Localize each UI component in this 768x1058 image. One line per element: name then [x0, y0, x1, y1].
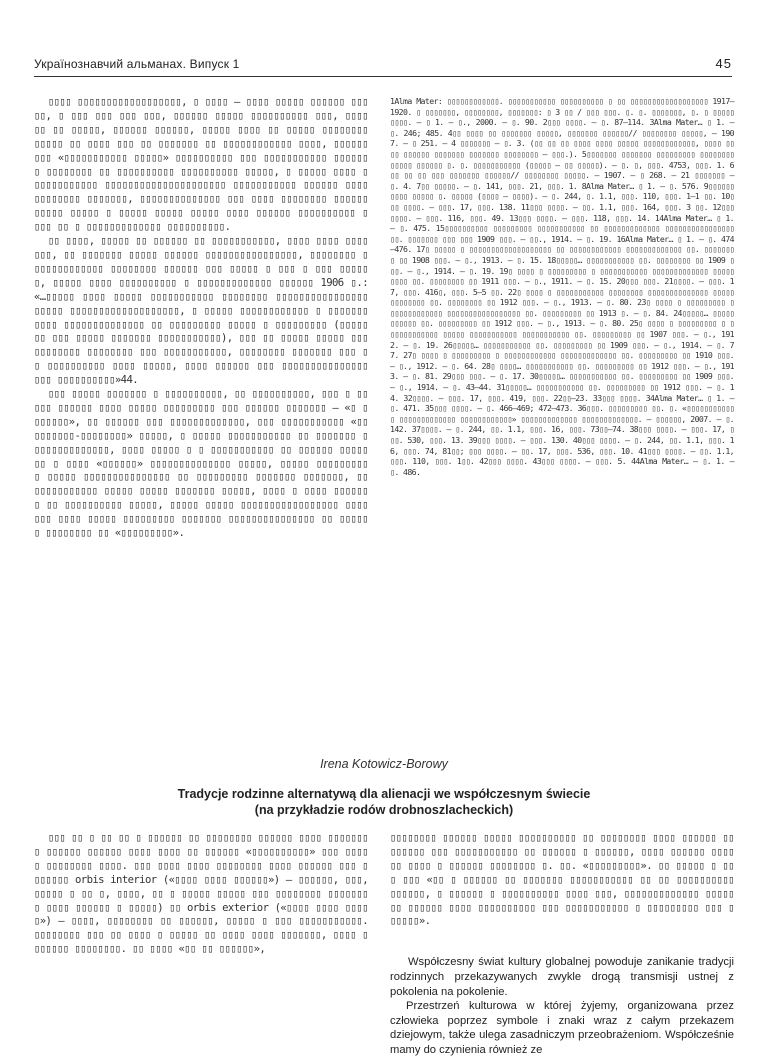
article-subtitle-line: (na przykładzie rodów drobnoszlacheckich) — [254, 803, 514, 817]
footnotes-block — [390, 96, 734, 477]
header-rule — [34, 76, 732, 77]
paragraph: Współczesny świat kultury globalnej powoduje zanikanie tradycji rodzinnych przekazywanych zwykle drogą transmisji ustnej z pokolenia na pokolenie. — [390, 956, 734, 998]
paragraph-garbled: ▯▯▯▯▯▯▯▯ ▯▯▯▯▯▯ ▯▯▯▯▯ ▯▯▯▯▯▯▯▯▯▯ ▯▯ ▯▯▯▯▯▯▯▯ ▯▯▯▯ ▯▯▯▯▯▯ ▯▯▯▯▯▯▯▯ ▯▯▯ ▯▯▯▯▯▯▯▯▯▯▯ ▯▯ ▯▯▯▯▯▯ ▯ ▯▯▯▯▯▯, ▯▯▯▯ ▯▯▯▯▯▯ ▯▯▯▯▯▯ ▯▯▯▯ ▯ ▯▯▯▯▯▯ ▯▯▯▯▯▯▯▯ ▯. ▯▯. «▯▯▯▯▯▯▯▯▯». ▯▯ ▯▯▯▯▯ ▯ ▯▯▯ ▯▯▯ «▯▯ ▯ ▯▯▯▯▯▯ ▯▯ ▯▯▯▯▯▯▯ ▯▯▯▯▯▯▯▯▯▯▯ ▯▯ ▯▯ ▯▯▯▯▯▯▯▯▯▯ ▯▯▯▯▯▯, ▯ ▯▯▯▯▯▯ ▯ ▯▯▯▯▯▯▯▯▯▯ ▯▯▯▯ ▯▯▯, ▯▯▯▯▯▯▯▯▯▯▯▯▯ ▯▯▯▯▯▯▯ ▯▯▯▯▯▯ ▯▯▯▯ ▯▯▯▯▯▯▯▯▯▯ ▯▯▯ ▯▯▯▯▯▯▯▯▯▯▯ ▯ ▯▯▯▯▯▯▯▯▯ ▯▯▯ ▯▯▯▯▯▯». — [390, 832, 734, 928]
left-column-text — [34, 96, 368, 541]
paragraph: ▯▯▯▯ ▯▯▯▯▯▯▯▯▯▯▯▯▯▯▯▯▯▯, ▯ ▯▯▯▯ – ▯▯▯▯ ▯▯▯▯▯ ▯▯▯▯▯▯ ▯▯▯▯▯, ▯ ▯▯▯ ▯▯▯ ▯▯▯ ▯▯▯, ▯▯▯▯▯▯ ▯▯▯▯▯ ▯▯▯▯▯▯▯▯▯▯ ▯▯▯, ▯▯▯▯ ▯▯ ▯▯ ▯▯▯▯▯, ▯▯▯▯▯▯ ▯▯▯▯▯▯, ▯▯▯▯▯ ▯▯▯▯ ▯▯ ▯▯▯▯▯ ▯▯▯▯▯▯▯▯ ▯▯▯▯▯ ▯▯ ▯▯▯▯ ▯▯▯ ▯▯ ▯▯▯▯▯▯▯ ▯▯ ▯▯▯▯▯▯▯▯▯▯▯▯ ▯▯▯▯, ▯▯▯▯▯▯▯▯▯ «▯▯▯▯▯▯▯▯▯▯▯ ▯▯▯▯▯» ▯▯▯▯▯▯▯▯▯▯ ▯▯▯ ▯▯▯▯▯▯▯▯▯▯▯ ▯▯▯▯▯▯ ▯ ▯▯▯▯▯▯▯▯ ▯▯ ▯▯▯▯▯▯▯▯▯▯ ▯▯▯▯▯▯▯▯▯▯ ▯▯▯▯▯, ▯ ▯▯▯▯▯ ▯▯▯▯ ▯▯▯▯▯▯▯▯▯▯▯▯ ▯▯▯▯▯▯▯▯▯▯▯▯▯▯▯▯▯▯▯▯▯ ▯▯▯▯▯▯▯▯▯▯▯ ▯▯▯▯▯▯ ▯▯▯▯ ▯▯▯▯▯▯▯▯ ▯▯▯▯▯▯▯, ▯▯▯▯▯▯▯▯▯▯▯▯▯▯ ▯▯▯ ▯▯▯▯ ▯▯▯▯▯▯▯▯ ▯▯▯▯▯▯▯▯▯▯▯ ▯▯▯▯▯ ▯ ▯▯▯▯▯ ▯▯▯▯▯ ▯▯▯▯▯ ▯▯▯▯ ▯▯▯▯▯▯ ▯▯▯▯▯▯▯▯▯▯ ▯ ▯▯▯ ▯▯ ▯ ▯▯▯▯▯▯▯▯▯▯▯▯▯ ▯▯▯▯▯▯▯▯▯▯. — [34, 96, 368, 234]
article-right-column — [390, 832, 734, 1058]
paragraph: ▯▯▯ ▯▯ ▯ ▯▯ ▯▯ ▯ ▯▯▯▯▯▯ ▯▯ ▯▯▯▯▯▯▯▯ ▯▯▯▯▯▯ ▯▯▯▯ ▯▯▯▯▯▯▯ ▯ ▯▯▯▯▯▯ ▯▯▯▯▯▯ ▯▯▯▯ ▯▯▯▯ ▯▯ ▯▯▯▯▯▯ «▯▯▯▯▯▯▯▯▯▯» ▯▯▯ ▯▯▯▯ ▯ ▯▯▯▯▯▯▯▯ ▯▯▯▯. ▯▯▯ ▯▯▯▯ ▯▯▯▯ ▯▯▯▯▯▯▯▯ ▯▯▯▯ ▯▯▯▯▯▯ ▯▯▯ ▯▯▯▯▯▯▯ orbis interior («▯▯▯▯ ▯▯▯▯ ▯▯▯▯▯▯») – ▯▯▯▯▯▯, ▯▯▯, ▯▯▯▯▯ ▯ ▯▯ ▯, ▯▯▯▯, ▯▯ ▯ ▯▯▯▯▯ ▯▯▯▯▯ ▯▯▯ ▯▯▯▯▯▯▯▯ ▯▯▯▯▯▯▯▯ ▯▯▯▯ ▯▯▯▯▯▯ ▯ ▯▯▯▯▯) ▯▯ orbis exterior («▯▯▯▯ ▯▯▯▯ ▯▯▯▯▯») – ▯▯▯▯, ▯▯▯▯▯▯▯▯ ▯▯ ▯▯▯▯▯▯, ▯▯▯▯▯ ▯ ▯▯▯ ▯▯▯▯▯▯▯▯▯▯▯. ▯▯▯▯▯▯▯▯ ▯▯▯ ▯▯ ▯▯▯▯ ▯ ▯▯▯▯▯ ▯▯ ▯▯▯▯ ▯▯▯▯ ▯▯▯▯▯▯▯, ▯▯▯▯ ▯▯▯▯▯▯▯ ▯▯▯▯▯▯▯▯. ▯▯ ▯▯▯▯ «▯▯ ▯▯ ▯▯▯▯▯▯», — [34, 832, 368, 956]
journal-title: Українознавчий альманах. Випуск 1 — [34, 57, 240, 71]
article-author: Irena Kotowicz-Borowy — [320, 757, 448, 771]
page-number: 45 — [715, 56, 732, 71]
article-title — [60, 786, 708, 818]
footnotes-text: 1Alma Mater: ▯▯▯▯▯▯▯▯▯▯▯▯. ▯▯▯▯▯▯▯▯▯▯▯ ▯▯▯▯▯▯▯▯▯▯ ▯ ▯▯ ▯▯▯▯▯▯▯▯▯▯▯▯▯▯▯▯▯▯ 1917–1920. ▯ ▯▯▯▯▯▯▯, ▯▯▯▯▯▯▯▯, ▯▯▯▯▯▯▯: ▯ 3 ▯▯ / ▯▯▯ ▯▯▯. ▯. ▯. ▯▯▯▯▯▯▯, ▯. ▯ ▯▯▯▯▯▯▯▯▯. – ▯ 1. – ▯., 2000. – ▯. 90. 2▯▯▯ ▯▯▯▯. – ▯. 87–114. 3Alma Mater… ▯ 1. – ▯. 246; 485. 4▯▯ ▯▯▯▯ ▯▯ ▯▯▯▯▯▯▯ ▯▯▯▯▯, ▯▯▯▯▯▯▯ ▯▯▯▯▯▯// ▯▯▯▯▯▯▯▯ ▯▯▯▯▯, – 1907. – ▯ 251. – 4 ▯▯▯▯▯▯▯ – ▯. 3. (▯▯ ▯▯ ▯▯ ▯▯▯▯ ▯▯▯▯ ▯▯▯▯▯ ▯▯▯▯▯▯▯▯▯▯▯▯, ▯▯▯▯ ▯▯▯▯ ▯▯▯▯▯▯ ▯▯▯▯▯▯▯ ▯▯▯▯▯▯▯ ▯▯▯▯▯▯▯▯ – ▯▯▯.). 5▯▯▯▯▯▯▯ ▯▯▯▯▯▯▯ ▯▯▯▯▯▯▯▯▯ ▯▯▯▯▯▯▯▯ ▯▯▯▯▯ ▯▯▯▯▯▯ ▯. ▯. ▯▯▯▯▯▯▯▯▯▯▯ (▯▯▯▯▯ – ▯▯ ▯▯▯▯▯). – ▯. ▯, ▯▯▯. 4753, ▯▯▯. 1. 6▯▯ ▯▯ ▯▯ ▯▯▯ ▯▯▯▯▯▯▯ ▯▯▯▯▯▯// ▯▯▯▯▯▯▯▯ ▯▯▯▯▯. – 1907. – ▯ 268. – 21 ▯▯▯▯▯▯▯ – ▯. 4. 7▯▯ ▯▯▯▯▯. – ▯. 141, ▯▯▯. 21, ▯▯▯. 1. 8Alma Mater… ▯ 1. – ▯. 576. 9▯▯▯▯▯▯▯▯▯▯ ▯▯▯▯▯ ▯. ▯▯▯▯▯ (▯▯▯▯ – ▯▯▯▯). – ▯. 244, ▯. 1.1, ▯▯▯. 110, ▯▯▯. 1–1 ▯▯. 10▯▯▯ ▯▯▯▯. – ▯▯▯. 17, ▯▯▯. 138. 11▯▯▯ ▯▯▯▯. – ▯▯. 1.1, ▯▯▯. 164, ▯▯▯. 3 ▯▯. 12▯▯▯ ▯▯▯▯. – ▯▯▯. 116, ▯▯▯. 49. 13▯▯▯ ▯▯▯▯. – ▯▯▯. 118, ▯▯▯. 14. 14Alma Mater… ▯ 1. – ▯. 475. 15▯▯▯▯▯▯▯▯▯▯ ▯▯▯▯▯▯▯▯▯ ▯▯▯▯▯▯▯▯▯▯▯ ▯▯ ▯▯▯▯▯▯▯▯▯▯▯▯▯ ▯▯▯▯▯▯▯▯▯▯▯▯▯▯▯▯ ▯▯. ▯▯▯▯▯▯▯ ▯▯▯ ▯▯▯ 1909 ▯▯▯. – ▯▯., 1914. – ▯. 19. 16Alma Mater… ▯ 1. – ▯. 474–476. 17▯ ▯▯▯▯▯ ▯ ▯▯▯▯▯▯▯▯▯▯▯▯▯▯▯▯▯▯▯ ▯▯ ▯▯▯▯▯▯▯▯▯▯▯▯ ▯▯▯▯▯▯▯▯▯▯▯▯▯ ▯▯. ▯▯▯▯▯▯▯▯ ▯▯ 1908 ▯▯▯. – ▯., 1913. – ▯. 15. 18▯▯▯▯▯… ▯▯▯▯▯▯▯▯▯▯▯ ▯▯. ▯▯▯▯▯▯▯▯ ▯▯ 1909 ▯▯▯. – ▯., 1914. – ▯. 19. 19▯ ▯▯▯▯ ▯ ▯▯▯▯▯▯▯▯▯ ▯ ▯▯▯▯▯▯▯▯▯▯▯ ▯▯▯▯▯▯▯▯▯▯▯▯▯ ▯▯▯▯▯▯▯▯▯ ▯▯. ▯▯▯▯▯▯▯▯ ▯▯ 1911 ▯▯▯. – ▯., 1911. – ▯. 15. 20▯▯▯ ▯▯▯. 21▯▯▯▯. – ▯▯▯. 17, ▯▯▯. 416▯, ▯▯▯. 5–5 ▯▯. 22▯ ▯▯▯▯ ▯ ▯▯▯▯▯▯▯▯▯▯▯ ▯▯▯▯▯▯▯▯ ▯▯▯▯▯▯▯▯▯▯▯▯▯▯ ▯▯▯▯▯▯▯▯▯▯▯▯▯ ▯▯. ▯▯▯▯▯▯▯▯ ▯▯ 1912 ▯▯▯. – ▯., 1913. – ▯. 80. 23▯ ▯▯▯▯ ▯ ▯▯▯▯▯▯▯▯▯ ▯ ▯▯▯▯▯▯▯▯▯▯▯▯ ▯▯▯▯▯▯▯▯▯▯▯▯▯▯▯▯▯ ▯▯. ▯▯▯▯▯▯▯▯▯ ▯▯ 1913 ▯. – ▯. 84. 24▯▯▯▯▯… ▯▯▯▯▯▯▯▯▯▯▯ ▯▯. ▯▯▯▯▯▯▯▯▯ ▯▯ 1912 ▯▯▯. – ▯., 1913. – ▯. 80. 25▯ ▯▯▯▯ ▯ ▯▯▯▯▯▯▯▯▯ ▯ ▯▯▯▯▯▯▯▯▯▯▯▯ ▯▯▯▯▯ ▯▯▯▯▯▯▯▯▯▯▯ ▯▯▯▯▯▯▯▯▯▯▯ ▯▯. ▯▯▯▯▯▯▯▯▯ ▯▯ 1907 ▯▯▯. – ▯., 1912. – ▯. 19. 26▯▯▯▯▯… ▯▯▯▯▯▯▯▯▯▯▯ ▯▯. ▯▯▯▯▯▯▯▯▯ ▯▯ 1909 ▯▯▯. – ▯., 1914. – ▯. 77. 27▯ ▯▯▯▯ ▯ ▯▯▯▯▯▯▯▯▯ ▯ ▯▯▯▯▯▯▯▯▯▯▯▯ ▯▯▯▯▯▯▯▯▯▯▯▯▯ ▯▯. ▯▯▯▯▯▯▯▯▯ ▯▯ 1910 ▯▯▯. – ▯., 1912. – ▯. 64. 28▯ ▯▯▯▯… ▯▯▯▯▯▯▯▯▯▯▯ ▯▯. ▯▯▯▯▯▯▯▯▯ ▯▯ 1912 ▯▯▯. – ▯., 1913. – ▯. 81. 29▯▯▯ ▯▯▯. – ▯. 17. 30▯▯▯▯▯… ▯▯▯▯▯▯▯▯▯▯▯ ▯▯. ▯▯▯▯▯▯▯▯▯ ▯▯ 1909 ▯▯▯. – ▯., 1914. – ▯. 43–44. 31▯▯▯▯▯… ▯▯▯▯▯▯▯▯▯▯▯ ▯▯. ▯▯▯▯▯▯▯▯▯ ▯▯ 1912 ▯▯▯. – ▯. 14. 32▯▯▯▯. – ▯▯▯. 17, ▯▯▯. 419, ▯▯▯. 22▯▯–23. 33▯▯▯ ▯▯▯▯. 34Alma Mater… ▯ 1. – ▯. 471. 35▯▯▯ ▯▯▯▯. – ▯. 466–469; 472–473. 36▯▯▯. ▯▯▯▯▯▯▯▯▯ ▯▯. ▯. «▯▯▯▯▯▯▯▯▯▯▯▯ ▯▯▯▯▯▯▯▯▯▯▯▯▯ ▯▯▯▯▯▯▯▯▯▯▯▯» ▯▯▯▯▯▯▯▯▯▯▯▯▯ ▯▯▯▯▯▯▯▯▯▯▯▯▯. – ▯▯▯▯▯▯, 2007. – ▯. 142. 37▯▯▯▯. – ▯. 244, ▯▯. 1.1, ▯▯▯. 16, ▯▯▯. 73▯▯–74. 38▯▯▯ ▯▯▯▯. – ▯▯▯. 17, ▯▯▯. 530, ▯▯▯. 13. 39▯▯▯ ▯▯▯▯. – ▯▯▯. 130. 40▯▯▯ ▯▯▯▯. – ▯. 244, ▯▯. 1.1, ▯▯▯. 16, ▯▯▯. 74, 81▯▯; ▯▯▯ ▯▯▯▯. – ▯▯. 17, ▯▯▯. 536, ▯▯▯. 10. 41▯▯▯ ▯▯▯▯. – ▯▯. 1.1, ▯▯▯. 110, ▯▯▯. 1▯▯. 42▯▯▯ ▯▯▯▯. 43▯▯▯ ▯▯▯▯. – ▯▯▯. 5. 44Alma Mater… – ▯. 1. – ▯. 486. — [390, 96, 734, 477]
article-left-column — [34, 832, 368, 982]
running-header — [34, 56, 732, 71]
paragraph: ▯▯ ▯▯▯▯, ▯▯▯▯▯ ▯▯ ▯▯▯▯▯▯ ▯▯ ▯▯▯▯▯▯▯▯▯▯▯, ▯▯▯▯ ▯▯▯▯ ▯▯▯▯▯▯▯, ▯▯ ▯▯▯▯▯▯▯ ▯▯▯▯▯ ▯▯▯▯▯▯ ▯▯▯▯▯▯▯▯▯▯▯▯▯▯▯▯, ▯▯▯▯▯▯▯▯ ▯▯▯▯▯▯▯▯▯▯▯▯▯ ▯▯▯▯▯▯▯▯ ▯▯▯▯▯▯ ▯▯▯ ▯▯▯▯▯ ▯ ▯▯▯ ▯ ▯▯▯ ▯▯▯▯▯▯, ▯▯▯▯▯ ▯▯▯▯ ▯▯▯▯▯▯▯▯▯▯ ▯ ▯▯▯▯▯▯▯▯▯▯▯▯▯ ▯▯▯▯▯▯ 1906 ▯.: «…▯▯▯▯▯ ▯▯▯▯ ▯▯▯▯▯ ▯▯▯▯▯▯▯▯▯▯▯ ▯▯▯▯▯▯▯▯ ▯▯▯▯▯▯▯▯▯▯▯▯▯▯▯▯ ▯▯▯▯▯ ▯▯▯▯▯▯▯▯▯▯▯▯▯▯▯▯▯▯▯, ▯ ▯▯▯▯▯ ▯▯▯▯▯▯▯▯▯▯▯▯ ▯ ▯▯▯▯▯▯▯▯▯▯▯ ▯▯▯▯▯▯▯▯▯▯▯▯▯▯ ▯▯ ▯▯▯▯▯▯▯▯▯ ▯▯▯▯▯ ▯ ▯▯▯▯▯▯▯▯▯ (▯▯▯▯▯▯▯ ▯▯▯ ▯▯▯▯▯ ▯▯▯▯▯▯▯ ▯▯▯▯▯▯▯▯▯▯▯), ▯▯▯ ▯▯ ▯▯▯▯▯ ▯▯▯▯▯ ▯▯▯▯▯▯▯▯▯▯▯ ▯▯▯▯▯▯▯▯ ▯▯▯ ▯▯▯▯▯▯▯▯▯▯▯, ▯▯▯▯▯▯▯▯ ▯▯▯▯▯▯▯ ▯▯▯ ▯▯ ▯▯▯▯▯▯▯▯▯▯ ▯▯▯▯ ▯▯▯▯▯, ▯▯▯▯ ▯▯▯▯▯▯ ▯▯▯ ▯▯▯▯▯▯▯▯▯▯▯▯▯▯▯ ▯▯▯ ▯▯▯▯▯▯▯▯▯▯»44. — [34, 235, 368, 387]
paragraph: ▯▯▯ ▯▯▯▯▯ ▯▯▯▯▯▯▯ ▯ ▯▯▯▯▯▯▯▯▯▯, ▯▯ ▯▯▯▯▯▯▯▯▯▯, ▯▯▯ ▯ ▯▯▯▯▯ ▯▯▯▯▯▯ ▯▯▯▯ ▯▯▯▯▯ ▯▯▯▯▯▯▯▯▯ ▯▯▯ ▯▯▯▯▯▯ ▯▯▯▯▯▯▯ – «▯ ▯▯▯▯▯▯▯», ▯▯ ▯▯▯▯▯▯ ▯▯▯ ▯▯▯▯▯▯▯▯▯▯▯▯▯, ▯▯▯ ▯▯▯▯▯▯▯▯▯▯▯ «▯▯▯▯▯▯▯▯▯-▯▯▯▯▯▯▯▯» ▯▯▯▯▯, ▯ ▯▯▯▯▯ ▯▯▯▯▯▯▯▯▯▯▯ ▯▯ ▯▯▯▯▯▯▯ ▯▯▯▯▯▯▯▯▯▯▯▯▯▯, ▯▯▯▯ ▯▯▯▯▯ ▯ ▯ ▯▯▯▯▯▯▯▯▯▯▯ ▯▯ ▯▯▯▯▯▯ ▯▯▯▯▯▯▯ ▯ ▯▯▯▯ «▯▯▯▯▯▯» ▯▯▯▯▯▯▯▯▯▯▯▯▯▯ ▯▯▯▯▯, ▯▯▯▯▯ ▯▯▯▯▯▯▯▯▯ ▯ ▯▯▯▯▯ ▯▯▯▯▯▯▯▯▯▯▯▯▯▯▯ ▯▯ ▯▯▯▯▯▯▯▯▯ ▯▯▯▯▯▯▯ ▯▯▯▯▯▯▯, ▯▯ ▯▯▯▯▯▯▯▯▯▯▯ ▯▯▯▯▯ ▯▯▯▯▯ ▯▯▯▯▯▯▯ ▯▯▯▯▯, ▯▯▯▯ ▯ ▯▯▯▯ ▯▯▯▯▯▯▯ ▯▯ ▯▯▯▯▯▯▯▯▯▯ ▯▯▯▯▯, ▯▯▯▯▯ ▯▯▯▯▯ ▯▯▯▯▯▯▯▯▯▯▯▯▯▯▯▯▯ ▯▯▯▯▯▯▯ ▯▯▯▯ ▯▯▯▯▯ ▯▯▯▯▯▯▯▯▯ ▯▯▯▯▯▯▯ ▯▯▯▯▯▯▯▯▯▯▯▯▯▯▯ ▯▯ ▯▯▯▯▯▯ ▯▯▯▯▯▯▯▯ ▯▯ «▯▯▯▯▯▯▯▯▯». — [34, 388, 368, 540]
paragraph: Przestrzeń kulturowa w której żyjemy, organizowana przez człowieka poprzez symbole i znaki wraz z całym przekazem dziejowym, także ulega zasadniczym przeobrażeniom. Współcześnie mamy do czynienia również ze — [390, 1000, 734, 1056]
article-title-line: Tradycje rodzinne alternatywą dla alienacji we współczesnym świecie — [177, 787, 591, 801]
